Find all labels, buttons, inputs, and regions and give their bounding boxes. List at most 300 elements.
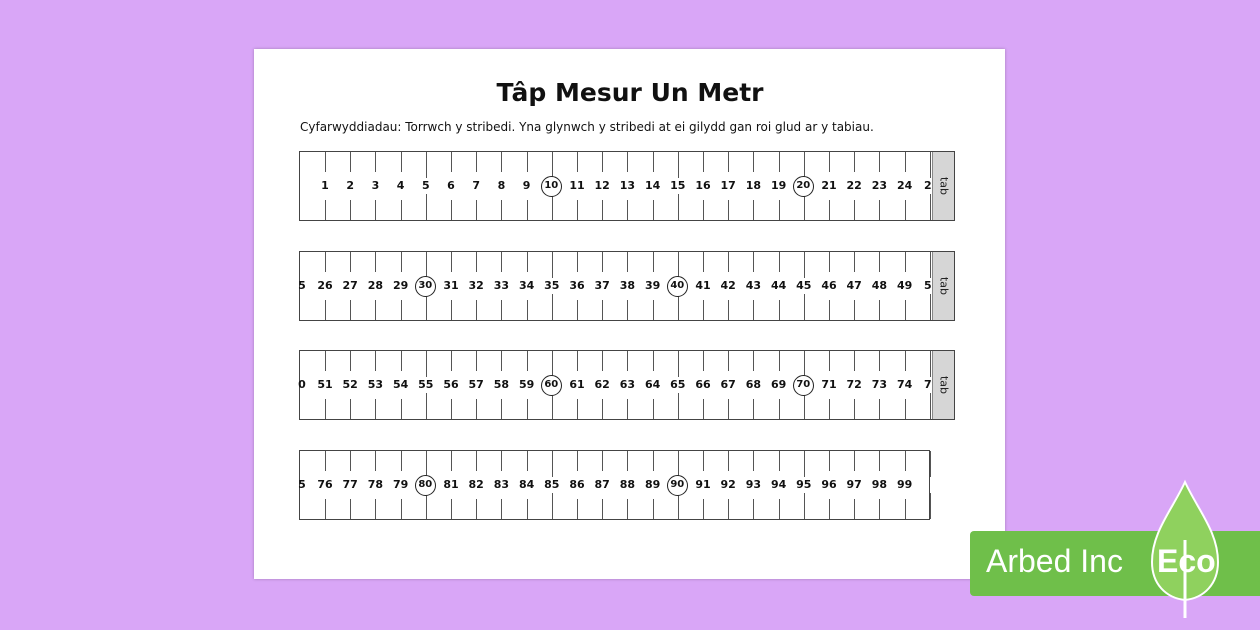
ruler-tick bbox=[350, 399, 351, 419]
ruler-tick bbox=[930, 194, 931, 220]
ruler-tick bbox=[703, 152, 704, 172]
ruler-tick bbox=[728, 200, 729, 220]
ruler-number: 97 bbox=[846, 478, 862, 491]
ruler-tick bbox=[879, 399, 880, 419]
ruler-number: 37 bbox=[594, 279, 610, 292]
ruler-number: 58 bbox=[493, 378, 510, 391]
glue-tab-label: tab bbox=[937, 276, 950, 296]
ruler-number: 89 bbox=[644, 478, 661, 491]
ruler-number: 39 bbox=[644, 279, 661, 292]
ruler-tick bbox=[703, 499, 704, 519]
ruler-tick bbox=[476, 351, 477, 371]
ruler-tick bbox=[476, 499, 477, 519]
ruler-tick bbox=[905, 152, 906, 172]
ruler-tick bbox=[829, 451, 830, 471]
ruler-tick bbox=[779, 451, 780, 471]
ruler-tick bbox=[577, 499, 578, 519]
ruler-number-partial: 7 bbox=[923, 378, 932, 391]
ruler-number: 52 bbox=[342, 378, 358, 391]
ruler-number: 95 bbox=[796, 478, 812, 491]
ruler-tick bbox=[552, 294, 553, 320]
ruler-tick bbox=[829, 351, 830, 371]
ruler-tick bbox=[527, 451, 528, 471]
ruler-tick bbox=[829, 499, 830, 519]
ruler-tick bbox=[527, 300, 528, 320]
ruler-number: 72 bbox=[846, 378, 862, 391]
ruler-number: 35 bbox=[544, 279, 560, 292]
ruler-tick bbox=[401, 451, 402, 471]
ruler-tick bbox=[930, 351, 931, 377]
worksheet-instructions: Cyfarwyddiadau: Torrwch y stribedi. Yna glynwch y stribedi at ei gilydd gan roi glud ar y tabiau. bbox=[300, 120, 874, 134]
ruler-tick bbox=[703, 351, 704, 371]
ruler-tick bbox=[728, 351, 729, 371]
ruler-number: 71 bbox=[821, 378, 837, 391]
ruler-number: 18 bbox=[745, 179, 762, 192]
ruler-tick bbox=[375, 399, 376, 419]
ruler-number: 53 bbox=[367, 378, 384, 391]
ruler-number: 32 bbox=[468, 279, 484, 292]
ruler-tick bbox=[527, 200, 528, 220]
ruler-tick bbox=[905, 300, 906, 320]
ruler-tick bbox=[753, 152, 754, 172]
ruler-tick bbox=[905, 200, 906, 220]
eco-word-text: Eco bbox=[1157, 543, 1216, 579]
ruler-tick bbox=[527, 399, 528, 419]
ruler-number: 96 bbox=[821, 478, 837, 491]
ruler-number: 23 bbox=[871, 179, 888, 192]
ruler-number: 84 bbox=[518, 478, 535, 491]
ruler-tick bbox=[350, 451, 351, 471]
ruler-number: 78 bbox=[367, 478, 384, 491]
ruler-tick bbox=[375, 499, 376, 519]
ruler-tick bbox=[527, 152, 528, 172]
ruler-number: 22 bbox=[846, 179, 862, 192]
ruler-tick bbox=[703, 451, 704, 471]
ruler-tick bbox=[854, 351, 855, 371]
ruler-tick bbox=[401, 200, 402, 220]
ruler-number-circled: 10 bbox=[541, 176, 562, 197]
ruler-tick bbox=[350, 152, 351, 172]
ruler-number: 42 bbox=[720, 279, 736, 292]
ruler-tick bbox=[627, 152, 628, 172]
ruler-number: 15 bbox=[670, 179, 686, 192]
ruler-tick bbox=[879, 300, 880, 320]
ruler-tick bbox=[854, 152, 855, 172]
ruler-tick bbox=[854, 252, 855, 272]
ruler-tick bbox=[779, 399, 780, 419]
ruler-tick bbox=[879, 451, 880, 471]
ruler-tick bbox=[678, 351, 679, 377]
ruler-tick bbox=[678, 393, 679, 419]
ruler-number: 81 bbox=[443, 478, 459, 491]
ruler-number: 62 bbox=[594, 378, 610, 391]
ruler-tick bbox=[451, 351, 452, 371]
ruler-number: 69 bbox=[770, 378, 787, 391]
ruler-tick bbox=[577, 152, 578, 172]
ruler-tick bbox=[426, 393, 427, 419]
ruler-number: 98 bbox=[871, 478, 888, 491]
ruler-tick bbox=[930, 152, 931, 178]
ruler-number: 68 bbox=[745, 378, 762, 391]
ruler-tick bbox=[905, 451, 906, 471]
ruler-tick bbox=[426, 294, 427, 320]
ruler-tick bbox=[779, 200, 780, 220]
ruler-number: 3 bbox=[371, 179, 380, 192]
ruler-number: 13 bbox=[619, 179, 636, 192]
ruler-tick bbox=[678, 294, 679, 320]
ruler-tick bbox=[577, 200, 578, 220]
ruler-number: 9 bbox=[522, 179, 531, 192]
ruler-tick bbox=[678, 194, 679, 220]
ruler-tick bbox=[653, 252, 654, 272]
ruler-tick bbox=[451, 499, 452, 519]
ruler-number: 79 bbox=[392, 478, 409, 491]
ruler-number: 92 bbox=[720, 478, 736, 491]
ruler-tick bbox=[577, 351, 578, 371]
ruler-tick bbox=[552, 252, 553, 278]
ruler-tick bbox=[451, 300, 452, 320]
ruler-tick bbox=[653, 499, 654, 519]
ruler-number: 46 bbox=[821, 279, 837, 292]
ruler-tick bbox=[879, 351, 880, 371]
ruler-number: 74 bbox=[896, 378, 913, 391]
ruler-number-circled: 40 bbox=[667, 276, 688, 297]
ruler-tick bbox=[426, 252, 427, 278]
ruler-tick bbox=[930, 493, 931, 519]
ruler-tick bbox=[753, 399, 754, 419]
ruler-number: 56 bbox=[443, 378, 459, 391]
ruler-tick bbox=[779, 252, 780, 272]
ruler-tick bbox=[552, 393, 553, 419]
ruler-tick bbox=[753, 300, 754, 320]
ruler-number: 76 bbox=[317, 478, 333, 491]
ruler-tick bbox=[602, 451, 603, 471]
ruler-tick bbox=[527, 499, 528, 519]
ruler-tick bbox=[627, 252, 628, 272]
ruler-number: 66 bbox=[695, 378, 711, 391]
ruler-tick bbox=[602, 252, 603, 272]
ruler-tick bbox=[577, 399, 578, 419]
ruler-tick bbox=[728, 152, 729, 172]
ruler-tick bbox=[451, 152, 452, 172]
ruler-tick bbox=[552, 451, 553, 477]
ruler-tick bbox=[879, 499, 880, 519]
ruler-number: 85 bbox=[544, 478, 560, 491]
ruler-tick bbox=[476, 300, 477, 320]
ruler-tick bbox=[804, 493, 805, 519]
ruler-number: 64 bbox=[644, 378, 661, 391]
ruler-number: 94 bbox=[770, 478, 787, 491]
ruler-tick bbox=[804, 252, 805, 278]
ruler-tick bbox=[627, 351, 628, 371]
ruler-number-circled: 90 bbox=[667, 475, 688, 496]
ruler-tick bbox=[602, 300, 603, 320]
ruler-tick bbox=[829, 152, 830, 172]
ruler-tick bbox=[804, 451, 805, 477]
ruler-number: 73 bbox=[871, 378, 888, 391]
ruler-number-partial: 0 bbox=[298, 378, 306, 391]
ruler-tick bbox=[375, 351, 376, 371]
ruler-number: 28 bbox=[367, 279, 384, 292]
ruler-tick bbox=[829, 399, 830, 419]
ruler-tick bbox=[905, 399, 906, 419]
ruler-tick bbox=[930, 451, 931, 477]
ruler-tick bbox=[728, 451, 729, 471]
ruler-tick bbox=[879, 200, 880, 220]
ruler-number: 26 bbox=[317, 279, 333, 292]
ruler-tick bbox=[627, 451, 628, 471]
ruler-tick bbox=[350, 499, 351, 519]
ruler-tick bbox=[879, 152, 880, 172]
ruler-tick bbox=[552, 351, 553, 377]
ruler-number: 11 bbox=[569, 179, 585, 192]
ruler-tick bbox=[728, 499, 729, 519]
ruler-tick bbox=[905, 351, 906, 371]
ruler-tick bbox=[854, 451, 855, 471]
ruler-tick bbox=[753, 499, 754, 519]
glue-tab bbox=[932, 152, 954, 220]
ruler-tick bbox=[753, 351, 754, 371]
ruler-number: 83 bbox=[493, 478, 510, 491]
ruler-number: 38 bbox=[619, 279, 636, 292]
ruler-tick bbox=[501, 399, 502, 419]
ruler-tick bbox=[653, 200, 654, 220]
ruler-number: 91 bbox=[695, 478, 711, 491]
ruler-tick bbox=[451, 451, 452, 471]
ruler-number-circled: 30 bbox=[415, 276, 436, 297]
ruler-number: 67 bbox=[720, 378, 736, 391]
ruler-strip-2 bbox=[299, 251, 955, 321]
ruler-tick bbox=[627, 399, 628, 419]
ruler-tick bbox=[350, 252, 351, 272]
ruler-number: 82 bbox=[468, 478, 484, 491]
ruler-tick bbox=[728, 399, 729, 419]
ruler-tick bbox=[602, 399, 603, 419]
ruler-tick bbox=[325, 451, 326, 471]
ruler-tick bbox=[375, 152, 376, 172]
ruler-tick bbox=[401, 499, 402, 519]
ruler-tick bbox=[829, 252, 830, 272]
ruler-tick bbox=[325, 351, 326, 371]
ruler-tick bbox=[426, 493, 427, 519]
ruler-number: 93 bbox=[745, 478, 762, 491]
ruler-number: 43 bbox=[745, 279, 762, 292]
ruler-tick bbox=[753, 252, 754, 272]
ruler-tick bbox=[703, 200, 704, 220]
ruler-number: 65 bbox=[670, 378, 686, 391]
ruler-tick bbox=[426, 152, 427, 178]
ruler-tick bbox=[854, 399, 855, 419]
ruler-tick bbox=[804, 351, 805, 377]
eco-brand-text: Arbed Inc bbox=[986, 543, 1123, 579]
ruler-tick bbox=[930, 252, 931, 278]
ruler-tick bbox=[325, 499, 326, 519]
ruler-tick bbox=[678, 252, 679, 278]
ruler-tick bbox=[375, 451, 376, 471]
ruler-number: 17 bbox=[720, 179, 736, 192]
ruler-tick bbox=[325, 152, 326, 172]
ruler-number: 4 bbox=[396, 179, 405, 192]
ruler-number: 88 bbox=[619, 478, 636, 491]
ruler-number: 24 bbox=[896, 179, 913, 192]
ruler-tick bbox=[653, 351, 654, 371]
ruler-tick bbox=[779, 351, 780, 371]
ruler-tick bbox=[753, 451, 754, 471]
ruler-strip-1 bbox=[299, 151, 955, 221]
ruler-number: 77 bbox=[342, 478, 358, 491]
ruler-number: 48 bbox=[871, 279, 888, 292]
ruler-number: 2 bbox=[346, 179, 355, 192]
ruler-number: 45 bbox=[796, 279, 812, 292]
ruler-tick bbox=[527, 351, 528, 371]
ruler-number: 49 bbox=[896, 279, 913, 292]
ruler-tick bbox=[401, 152, 402, 172]
ruler-number: 5 bbox=[421, 179, 430, 192]
ruler-tick bbox=[854, 200, 855, 220]
ruler-tick bbox=[325, 200, 326, 220]
ruler-number: 44 bbox=[770, 279, 787, 292]
ruler-tick bbox=[476, 252, 477, 272]
ruler-tick bbox=[703, 252, 704, 272]
ruler-tick bbox=[602, 499, 603, 519]
ruler-tick bbox=[602, 200, 603, 220]
ruler-number: 41 bbox=[695, 279, 711, 292]
ruler-number: 6 bbox=[447, 179, 455, 192]
ruler-number: 55 bbox=[418, 378, 434, 391]
ruler-tick bbox=[401, 300, 402, 320]
ruler-number-circled: 70 bbox=[793, 375, 814, 396]
ruler-tick bbox=[653, 451, 654, 471]
ruler-tick bbox=[375, 252, 376, 272]
ruler-tick bbox=[678, 451, 679, 477]
ruler-number: 54 bbox=[392, 378, 409, 391]
ruler-tick bbox=[476, 200, 477, 220]
ruler-tick bbox=[804, 194, 805, 220]
ruler-tick bbox=[476, 451, 477, 471]
ruler-tick bbox=[501, 200, 502, 220]
ruler-tick bbox=[325, 252, 326, 272]
ruler-tick bbox=[779, 152, 780, 172]
ruler-tick bbox=[627, 300, 628, 320]
ruler-number: 61 bbox=[569, 378, 585, 391]
ruler-tick bbox=[527, 252, 528, 272]
ruler-number: 8 bbox=[497, 179, 506, 192]
ruler-number: 34 bbox=[518, 279, 535, 292]
ruler-tick bbox=[451, 399, 452, 419]
ruler-tick bbox=[905, 252, 906, 272]
worksheet-title: Tâp Mesur Un Metr bbox=[496, 78, 764, 107]
ruler-tick bbox=[602, 152, 603, 172]
ruler-number-partial: 5 bbox=[298, 279, 306, 292]
ruler-number-partial: 5 bbox=[298, 478, 306, 491]
ruler-number: 63 bbox=[619, 378, 636, 391]
ruler-tick bbox=[451, 252, 452, 272]
ruler-tick bbox=[728, 252, 729, 272]
ruler-tick bbox=[854, 499, 855, 519]
ruler-number: 33 bbox=[493, 279, 510, 292]
ruler-number-partial: 2 bbox=[923, 179, 932, 192]
glue-tab-label: tab bbox=[937, 375, 950, 395]
ruler-tick bbox=[678, 493, 679, 519]
ruler-tick bbox=[451, 200, 452, 220]
ruler-tick bbox=[779, 300, 780, 320]
ruler-strip-3 bbox=[299, 350, 955, 420]
ruler-number: 36 bbox=[569, 279, 585, 292]
ruler-tick bbox=[728, 300, 729, 320]
ruler-tick bbox=[501, 451, 502, 471]
ruler-tick bbox=[653, 300, 654, 320]
ruler-tick bbox=[350, 351, 351, 371]
ruler-tick bbox=[401, 351, 402, 371]
ruler-tick bbox=[501, 351, 502, 371]
ruler-tick bbox=[552, 152, 553, 178]
ruler-tick bbox=[653, 399, 654, 419]
ruler-tick bbox=[627, 499, 628, 519]
ruler-tick bbox=[577, 300, 578, 320]
ruler-number: 1 bbox=[321, 179, 329, 192]
ruler-tick bbox=[426, 194, 427, 220]
ruler-tick bbox=[804, 152, 805, 178]
ruler-number-partial: 5 bbox=[923, 279, 932, 292]
ruler-number-circled: 80 bbox=[415, 475, 436, 496]
ruler-number: 27 bbox=[342, 279, 358, 292]
ruler-number: 59 bbox=[518, 378, 535, 391]
ruler-tick bbox=[401, 399, 402, 419]
ruler-tick bbox=[854, 300, 855, 320]
ruler-tick bbox=[829, 300, 830, 320]
ruler-tick bbox=[577, 252, 578, 272]
ruler-tick bbox=[325, 300, 326, 320]
ruler-number-circled: 60 bbox=[541, 375, 562, 396]
ruler-tick bbox=[804, 294, 805, 320]
ruler-number: 99 bbox=[896, 478, 913, 491]
ruler-number: 87 bbox=[594, 478, 610, 491]
ruler-tick bbox=[930, 294, 931, 320]
ruler-number: 29 bbox=[392, 279, 409, 292]
ruler-tick bbox=[879, 252, 880, 272]
ruler-tick bbox=[829, 200, 830, 220]
ruler-tick bbox=[350, 300, 351, 320]
ruler-tick bbox=[552, 493, 553, 519]
ruler-tick bbox=[577, 451, 578, 471]
ruler-tick bbox=[602, 351, 603, 371]
glue-tab bbox=[932, 351, 954, 419]
ruler-number-circled: 20 bbox=[793, 176, 814, 197]
ruler-tick bbox=[350, 200, 351, 220]
ruler-strip-4 bbox=[299, 450, 930, 520]
ruler-number: 57 bbox=[468, 378, 484, 391]
ruler-number: 16 bbox=[695, 179, 711, 192]
ruler-tick bbox=[375, 300, 376, 320]
ruler-tick bbox=[426, 351, 427, 377]
ruler-tick bbox=[804, 393, 805, 419]
ruler-tick bbox=[930, 393, 931, 419]
ruler-tick bbox=[653, 152, 654, 172]
ruler-number: 19 bbox=[770, 179, 787, 192]
ruler-tick bbox=[375, 200, 376, 220]
ruler-number: 86 bbox=[569, 478, 585, 491]
ruler-tick bbox=[501, 300, 502, 320]
ruler-number: 12 bbox=[594, 179, 610, 192]
ruler-tick bbox=[552, 194, 553, 220]
ruler-number: 31 bbox=[443, 279, 459, 292]
ruler-tick bbox=[476, 399, 477, 419]
ruler-tick bbox=[476, 152, 477, 172]
ruler-tick bbox=[678, 152, 679, 178]
ruler-tick bbox=[905, 499, 906, 519]
ruler-number: 21 bbox=[821, 179, 837, 192]
ruler-number: 51 bbox=[317, 378, 333, 391]
